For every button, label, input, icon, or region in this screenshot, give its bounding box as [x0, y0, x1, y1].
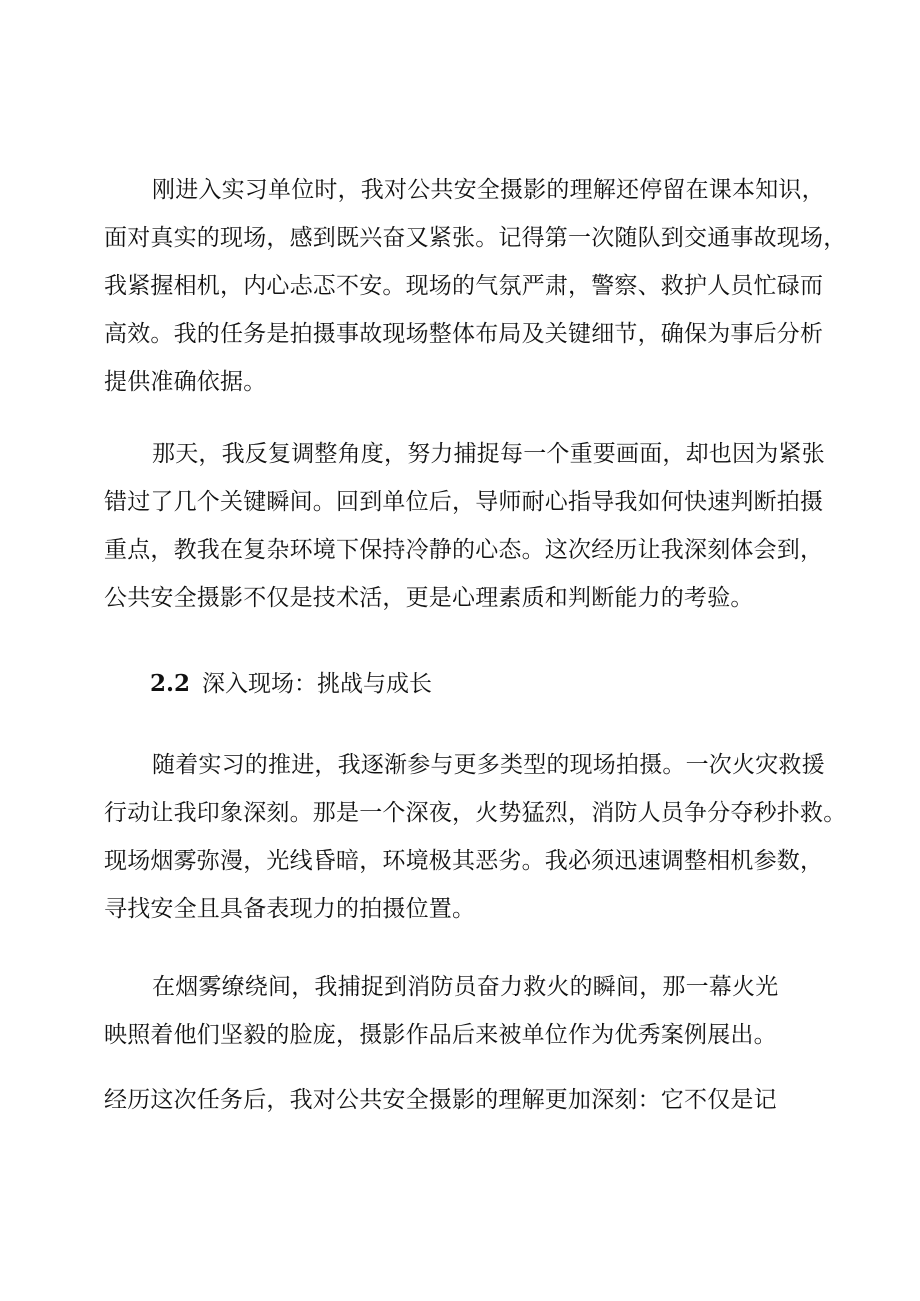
paragraph-line: 提供准确依据。: [104, 369, 267, 395]
paragraph-line: 寻找安全且具备表现力的拍摄位置。: [104, 896, 476, 922]
paragraph-line: 经历这次任务后，我对公共安全摄影的理解更加深刻：它不仅是记: [104, 1087, 777, 1113]
paragraph-line: 面对真实的现场，感到既兴奋又紧张。记得第一次随队到交通事故现场，: [104, 225, 847, 251]
paragraph-line: 映照着他们坚毅的脸庞，摄影作品后来被单位作为优秀案例展出。: [104, 1022, 777, 1048]
section-heading: [150, 664, 432, 704]
paragraph-line: 刚进入实习单位时，我对公共安全摄影的理解还停留在课本知识，: [152, 177, 825, 203]
paragraph-line: 现场烟雾弥漫，光线昏暗，环境极其恶劣。我必须迅速调整相机参数，: [104, 848, 824, 874]
paragraph-line: 随着实习的推进，我逐渐参与更多类型的现场拍摄。一次火灾救援: [152, 752, 825, 778]
paragraph-5: [104, 1076, 828, 1124]
paragraph-line: 行动让我印象深刻。那是一个深夜，火势猛烈，消防人员争分夺秒扑救。: [104, 800, 847, 826]
paragraph-4: [104, 963, 828, 1059]
section-number: 2.2: [150, 670, 191, 697]
paragraph-line: 我紧握相机，内心忐忑不安。现场的气氛严肃，警察、救护人员忙碌而: [104, 273, 824, 299]
paragraph-1: [104, 166, 847, 406]
paragraph-2: [104, 430, 828, 622]
paragraph-line: 错过了几个关键瞬间。回到单位后，导师耐心指导我如何快速判断拍摄: [104, 489, 824, 515]
paragraph-line: 高效。我的任务是拍摄事故现场整体布局及关键细节，确保为事后分析: [104, 321, 824, 347]
paragraph-line: 那天，我反复调整角度，努力捕捉每一个重要画面，却也因为紧张: [152, 441, 825, 467]
paragraph-3: [104, 741, 847, 933]
paragraph-line: 重点，教我在复杂环境下保持冷静的心态。这次经历让我深刻体会到，: [104, 537, 824, 563]
paragraph-line: 公共安全摄影不仅是技术活，更是心理素质和判断能力的考验。: [104, 585, 754, 611]
paragraph-line: 在烟雾缭绕间，我捕捉到消防员奋力救火的瞬间，那一幕火光: [152, 974, 779, 1000]
section-title: 深入现场：挑战与成长: [202, 671, 433, 697]
